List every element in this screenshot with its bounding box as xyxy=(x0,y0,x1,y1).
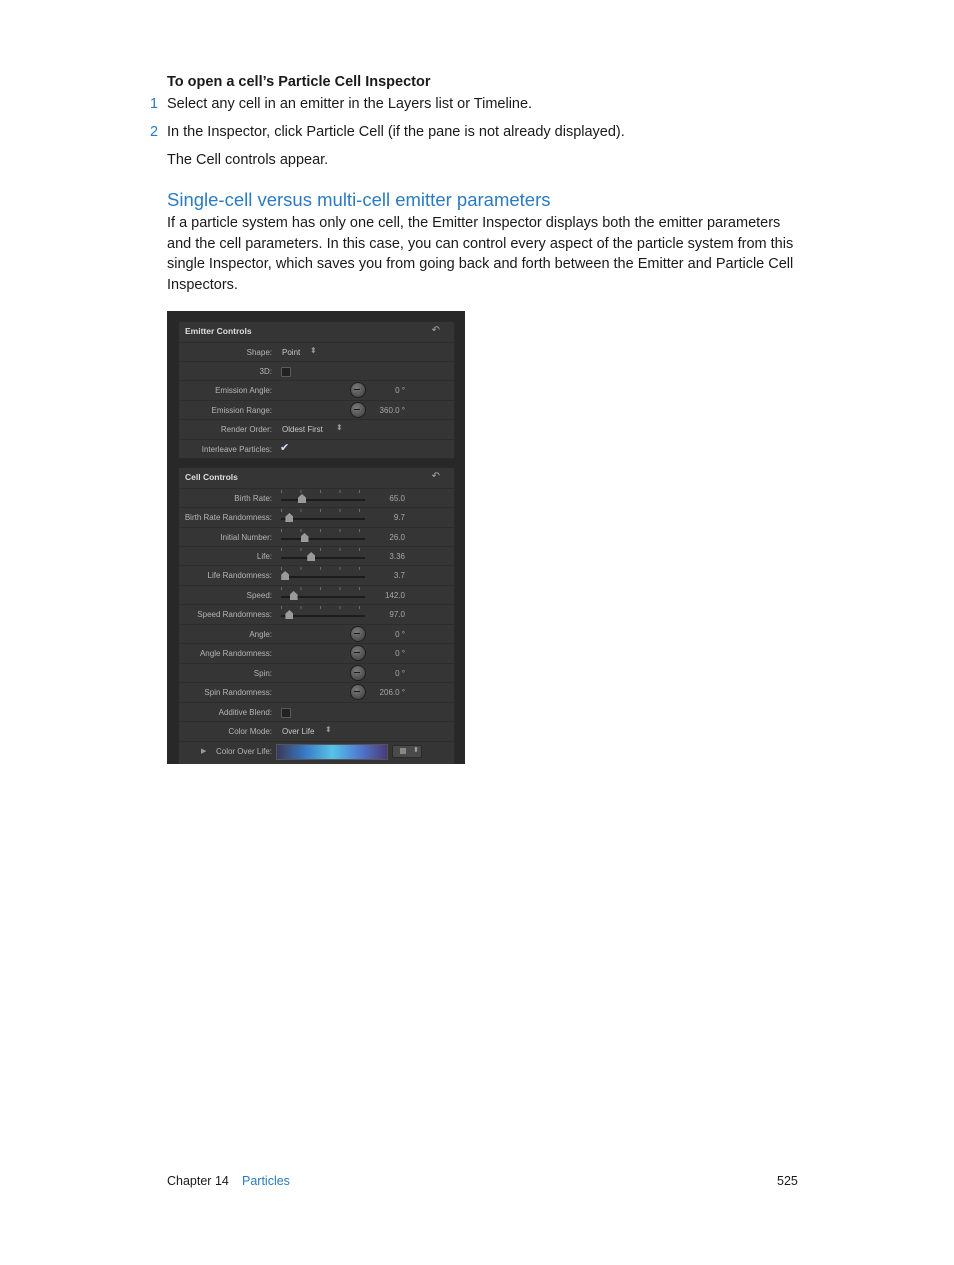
three-d-checkbox[interactable] xyxy=(281,367,291,377)
slider-label: Life Randomness: xyxy=(207,571,272,580)
procedure-title: To open a cell’s Particle Cell Inspector xyxy=(167,74,431,90)
emission-range-dial[interactable] xyxy=(350,402,366,418)
spin-randomness-dial[interactable] xyxy=(350,684,366,700)
slider-thumb[interactable] xyxy=(290,591,298,600)
slider-track[interactable] xyxy=(281,576,365,578)
color-gradient-well[interactable] xyxy=(276,744,388,760)
slider-value[interactable]: 142.0 xyxy=(384,591,405,600)
angle-randomness-row xyxy=(179,643,454,663)
slider-value[interactable]: 97.0 xyxy=(389,610,405,619)
emission-range-row xyxy=(179,400,454,420)
spin-randomness-value[interactable]: 206.0 ° xyxy=(379,688,405,697)
color-over-life-label: Color Over Life: xyxy=(215,747,272,756)
color-mode-label: Color Mode: xyxy=(228,727,272,736)
angle-randomness-value[interactable]: 0 ° xyxy=(395,649,405,658)
reset-arrow-icon[interactable]: ↶ xyxy=(431,471,440,482)
slider-track[interactable] xyxy=(281,518,365,520)
slider-ticks xyxy=(281,606,365,609)
cell-controls-title: Cell Controls xyxy=(185,472,238,482)
emission-range-value[interactable]: 360.0 ° xyxy=(379,406,405,415)
spin-randomness-label: Spin Randomness: xyxy=(204,688,272,697)
three-d-label: 3D: xyxy=(259,367,272,376)
slider-value[interactable]: 3.7 xyxy=(393,571,405,580)
spin-value[interactable]: 0 ° xyxy=(395,669,405,678)
slider-row xyxy=(179,527,454,547)
angle-dial[interactable] xyxy=(350,626,366,642)
color-mode-popup[interactable]: Over Life xyxy=(282,727,315,736)
spin-label: Spin: xyxy=(253,669,272,678)
step-2: In the Inspector, click Particle Cell (if the pane is not already displayed). xyxy=(167,124,625,140)
slider-ticks xyxy=(281,529,365,532)
slider-track[interactable] xyxy=(281,557,365,559)
spin-dial[interactable] xyxy=(350,665,366,681)
spin-randomness-row xyxy=(179,682,454,702)
interleave-row xyxy=(179,439,454,459)
additive-blend-checkbox[interactable] xyxy=(281,708,291,718)
angle-randomness-dial[interactable] xyxy=(350,645,366,661)
slider-thumb[interactable] xyxy=(301,533,309,542)
color-mode-row xyxy=(179,721,454,741)
slider-label: Speed Randomness: xyxy=(197,610,272,619)
footer-chapter: Chapter 14 xyxy=(167,1174,229,1188)
slider-label: Birth Rate: xyxy=(234,494,272,503)
render-order-row xyxy=(179,419,454,439)
slider-label: Initial Number: xyxy=(220,533,272,542)
angle-label: Angle: xyxy=(249,630,272,639)
slider-label: Speed: xyxy=(246,591,272,600)
additive-blend-row xyxy=(179,702,454,722)
slider-thumb[interactable] xyxy=(307,552,315,561)
slider-ticks xyxy=(281,490,365,493)
emission-angle-value[interactable]: 0 ° xyxy=(395,386,405,395)
emission-angle-row xyxy=(179,380,454,400)
slider-value[interactable]: 65.0 xyxy=(389,494,405,503)
step-number-2: 2 xyxy=(150,124,159,140)
slider-thumb[interactable] xyxy=(281,571,289,580)
popup-arrows-icon: ⬍ xyxy=(336,423,343,432)
slider-row xyxy=(179,565,454,585)
render-order-label: Render Order: xyxy=(220,425,272,434)
slider-row xyxy=(179,585,454,605)
slider-thumb[interactable] xyxy=(298,494,306,503)
additive-blend-label: Additive Blend: xyxy=(218,708,272,717)
interleave-label: Interleave Particles: xyxy=(201,445,272,454)
three-d-row xyxy=(179,361,454,381)
shape-popup[interactable]: Point xyxy=(282,348,301,357)
emission-range-label: Emission Range: xyxy=(211,406,272,415)
slider-ticks xyxy=(281,567,365,570)
emission-angle-label: Emission Angle: xyxy=(215,386,272,395)
shape-row xyxy=(179,342,454,362)
slider-row xyxy=(179,604,454,624)
slider-label: Birth Rate Randomness: xyxy=(184,513,272,522)
render-order-popup[interactable]: Oldest First xyxy=(282,425,323,434)
slider-label: Life: xyxy=(256,552,272,561)
slider-value[interactable]: 3.36 xyxy=(389,552,405,561)
slider-value[interactable]: 26.0 xyxy=(389,533,405,542)
step-result: The Cell controls appear. xyxy=(167,152,329,168)
slider-row xyxy=(179,546,454,566)
cell-controls-panel xyxy=(178,467,455,764)
popup-arrows-icon: ⬍ xyxy=(325,725,332,734)
reset-arrow-icon[interactable]: ↶ xyxy=(431,325,440,336)
slider-row xyxy=(179,488,454,508)
slider-row xyxy=(179,507,454,527)
slider-ticks xyxy=(281,548,365,551)
gradient-preset-icon xyxy=(400,748,406,754)
slider-track[interactable] xyxy=(281,615,365,617)
angle-row xyxy=(179,624,454,644)
footer-chapter-link[interactable]: Particles xyxy=(242,1174,290,1188)
checkmark-icon[interactable]: ✔ xyxy=(280,442,290,454)
step-1: Select any cell in an emitter in the Layers list or Timeline. xyxy=(167,96,533,112)
popup-arrows-icon: ⬍ xyxy=(310,346,317,355)
emitter-controls-panel xyxy=(178,321,455,459)
section-paragraph: If a particle system has only one cell, the Emitter Inspector displays both the emitter parameters and the cell parameters. In this case, you can control every aspect of the particle system from this single Inspector, which saves you from going back and forth between the Emitter and Particle Cell Inspectors. xyxy=(167,215,794,293)
slider-thumb[interactable] xyxy=(285,610,293,619)
inspector-screenshot xyxy=(167,311,465,764)
emission-angle-dial[interactable] xyxy=(350,382,366,398)
emitter-controls-title: Emitter Controls xyxy=(185,326,252,336)
cell-controls-header xyxy=(179,468,454,487)
slider-ticks xyxy=(281,509,365,512)
slider-track[interactable] xyxy=(281,499,365,501)
angle-randomness-label: Angle Randomness: xyxy=(199,649,272,658)
step-number-1: 1 xyxy=(150,96,159,112)
color-over-life-row xyxy=(179,741,454,761)
spin-row xyxy=(179,663,454,683)
slider-track[interactable] xyxy=(281,538,365,540)
gradient-preset-popup[interactable] xyxy=(392,745,422,758)
angle-value[interactable]: 0 ° xyxy=(395,630,405,639)
emitter-controls-header xyxy=(179,322,454,341)
slider-ticks xyxy=(281,587,365,590)
slider-thumb[interactable] xyxy=(285,513,293,522)
popup-arrows-icon: ⬍ xyxy=(413,747,419,754)
section-heading: Single-cell versus multi-cell emitter parameters xyxy=(167,189,551,210)
slider-value[interactable]: 9.7 xyxy=(393,513,405,522)
footer-page-number: 525 xyxy=(777,1174,798,1188)
shape-label: Shape: xyxy=(246,348,272,357)
disclosure-triangle-icon[interactable]: ▶ xyxy=(201,748,207,755)
